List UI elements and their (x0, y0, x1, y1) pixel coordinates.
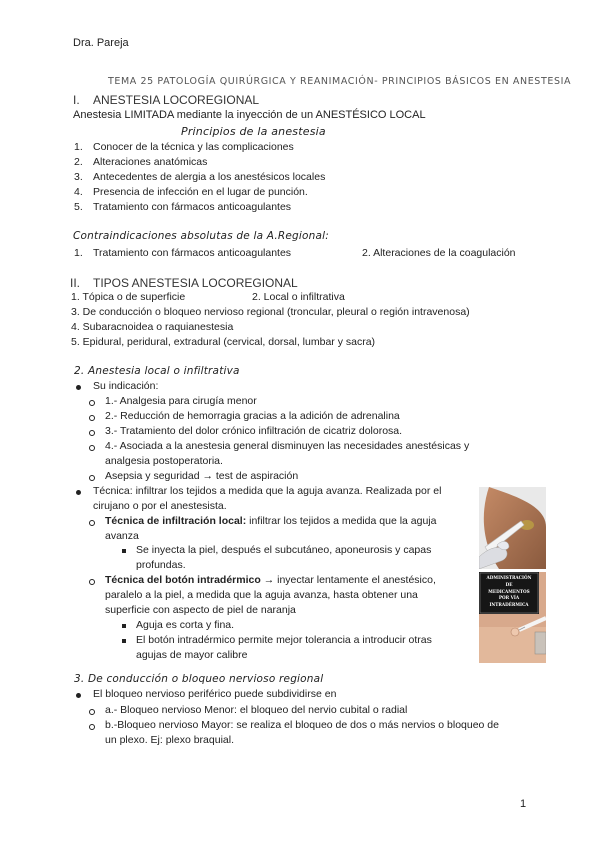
principle-text: Presencia de infección en el lugar de punción. (93, 186, 308, 198)
square-bullet (122, 639, 126, 643)
page-number: 1 (520, 798, 527, 810)
principle-number: 4. (74, 186, 83, 198)
intradermal-line-3: superficie con aspecto de piel de naranja (105, 604, 296, 616)
indication-label: Su indicación: (93, 380, 159, 392)
infiltration-technique (105, 515, 436, 527)
indication-item: 1.- Analgesia para cirugía menor (105, 395, 257, 407)
square-bullet (122, 624, 126, 628)
sub-bullet (89, 579, 95, 585)
bullet (76, 693, 81, 698)
sub-bullet (89, 520, 95, 526)
intradermal-sub-1: Aguja es corta y fina. (136, 619, 235, 631)
principles-title: Principios de la anestesia (181, 125, 326, 138)
bullet (76, 490, 81, 495)
intradermal-technique (105, 574, 436, 586)
document-title: TEMA 25 PATOLOGÍA QUIRÚRGICA Y REANIMACIÓN- PRINCIPIOS BÁSICOS EN ANESTESIA (108, 76, 572, 87)
indication-item: 3.- Tratamiento del dolor crónico infiltración de cicatriz dolorosa. (105, 425, 403, 437)
bullet (76, 385, 81, 390)
section-1-number: I. (73, 93, 80, 107)
sub-bullet (89, 430, 95, 436)
principle-number: 1. (74, 141, 83, 153)
intradermal-technique-text: → inyectar lentamente el anestésico, (260, 574, 436, 586)
tecnica-line-2: cirujano o por el anestesista. (93, 500, 227, 512)
conduction-item-b-line-1: b.-Bloqueo nervioso Mayor: se realiza el bloqueo de dos o más nervios o bloqueo de (105, 719, 499, 731)
infiltration-sub-line-1: Se inyecta la piel, después el subcutáneo, aponeurosis y capas (136, 544, 432, 556)
sub-bullet (89, 445, 95, 451)
principle-text: Antecedentes de alergia a los anestésicos locales (93, 171, 326, 183)
principle-text: Tratamiento con fármacos anticoagulantes (93, 201, 292, 213)
conduction-title: 3. De conducción o bloqueo nervioso regional (74, 673, 324, 685)
infiltration-technique-cont: avanza (105, 530, 139, 542)
sub-bullet (89, 724, 95, 730)
intradermal-line-2: paralelo a la piel, a medida que la aguja avanza, hasta obtener una (105, 589, 418, 601)
conduction-item-a: a.- Bloqueo nervioso Menor: el bloqueo del nervio cubital o radial (105, 704, 408, 716)
section-2-number: II. (70, 276, 81, 290)
principle-text: Conocer de la técnica y las complicaciones (93, 141, 294, 153)
indication-item-continued: analgesia postoperatoria. (105, 455, 223, 467)
section-1-intro: Anestesia LIMITADA mediante la inyección de un ANESTÉSICO LOCAL (73, 109, 426, 121)
photo-caption (479, 575, 539, 609)
intradermal-technique-label: Técnica del botón intradérmico (105, 574, 261, 586)
sub-bullet (89, 475, 95, 481)
infiltration-technique-label: Técnica de infiltración local: (105, 515, 247, 527)
conduction-item-b-line-2: un plexo. Ej: plexo braquial. (105, 734, 234, 746)
indication-item: 2.- Reducción de hemorragia gracias a la adición de adrenalina (105, 410, 400, 422)
type-subaracnoidea: 4. Subaracnoidea o raquianestesia (71, 321, 234, 333)
contra-item-1: Tratamiento con fármacos anticoagulantes (93, 247, 292, 259)
principle-number: 5. (74, 201, 83, 213)
type-local: 2. Local o infiltrativa (252, 291, 345, 303)
sub-bullet (89, 415, 95, 421)
infiltration-photo (479, 487, 546, 569)
infiltration-technique-text: infiltrar los tejidos a medida que la aguja (246, 515, 437, 527)
principle-number: 3. (74, 171, 83, 183)
indication-item: 4.- Asociada a la anestesia general disminuyen las necesidades anestésicas y (105, 440, 470, 452)
type-epidural: 5. Epidural, peridural, extradural (cervical, dorsal, lumbar y sacra) (71, 336, 376, 348)
principle-text: Alteraciones anatómicas (93, 156, 208, 168)
caption-line: MEDICAMENTOS (488, 588, 530, 594)
caption-line: DE (505, 581, 513, 587)
asepsia-item: Asepsia y seguridad → test de aspiración (105, 470, 299, 482)
infiltration-sub-line-2: profundas. (136, 559, 186, 571)
contraindications-title: Contraindicaciones absolutas de la A.Regional: (73, 230, 329, 242)
caption-line: POR VÍA (498, 595, 520, 601)
square-bullet (122, 549, 126, 553)
caption-line: INTRADÉRMICA (489, 602, 529, 608)
contra-number: 1. (74, 247, 83, 259)
type-conduccion: 3. De conducción o bloqueo nervioso regional (troncular, pleural o región intravenosa) (71, 306, 470, 318)
sub-bullet (89, 400, 95, 406)
principle-number: 2. (74, 156, 83, 168)
intradermal-sub-2-line-1: El botón intradérmico permite mejor tolerancia a introducir otras (136, 634, 432, 646)
section-1-heading: ANESTESIA LOCOREGIONAL (93, 93, 260, 107)
section-2-heading: TIPOS ANESTESIA LOCOREGIONAL (93, 276, 298, 290)
conduction-line-1: El bloqueo nervioso periférico puede subdividirse en (93, 688, 337, 700)
type-topica: 1. Tópica o de superficie (71, 291, 186, 303)
contra-item-2: 2. Alteraciones de la coagulación (362, 247, 516, 259)
local-anesthesia-title: 2. Anestesia local o infiltrativa (74, 365, 240, 377)
caption-line: ADMINISTRACIÓN (486, 575, 532, 580)
tecnica-line-1: Técnica: infiltrar los tejidos a medida que la aguja avanza. Realizada por el (93, 485, 442, 497)
intradermal-sub-2-line-2: agujas de mayor calibre (136, 649, 248, 661)
author-header: Dra. Pareja (73, 37, 129, 49)
intradermal-photo (479, 572, 546, 663)
sub-bullet (89, 709, 95, 715)
